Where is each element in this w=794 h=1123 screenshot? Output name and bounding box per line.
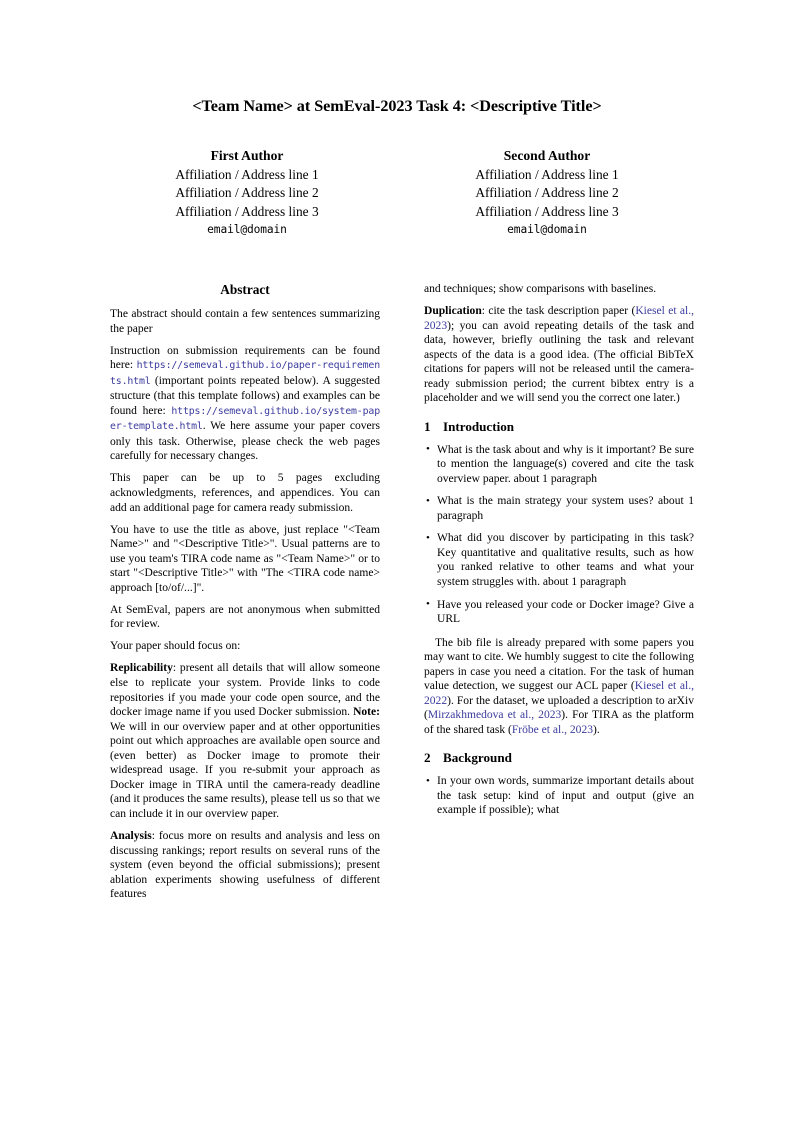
section-title: Background	[443, 750, 512, 766]
abstract-heading: Abstract	[220, 282, 270, 297]
abstract-p2-text-c: . We here assume your paper covers only this task. Otherwise, please check the web pages carefully for necessary changes.	[110, 420, 380, 463]
introduction-closing-paragraph	[424, 636, 694, 738]
abstract-paragraph-5: At SemEval, papers are not anonymous when submitted for review.	[110, 603, 380, 631]
author-affiliation-line-1: Affiliation / Address line 1	[475, 166, 619, 182]
author-block	[97, 147, 697, 240]
duplication-text-a: : cite the task description paper (	[481, 305, 636, 318]
replicability-note-label: Note:	[353, 706, 380, 719]
title-block	[97, 96, 697, 116]
author-second	[397, 147, 697, 240]
section-heading-introduction	[424, 419, 694, 435]
author-name: First Author	[210, 148, 284, 163]
replicability-paragraph	[110, 661, 380, 821]
author-affiliation-line-3: Affiliation / Address line 3	[175, 203, 319, 219]
closing-text-c: ). For TIRA as the platform of the shared task (	[424, 709, 694, 736]
abstract-p2-text-b: (important points repeated below). A suggested structure (that this template follows) and examples can be found here:	[110, 374, 380, 417]
author-first	[97, 147, 397, 240]
list-item: • In your own words, summarize important details about the task setup: kind of input and output (give an example if possible); what	[424, 774, 694, 818]
system-paper-template-link[interactable]: https://semeval.github.io/system-paper-template.html	[110, 405, 380, 433]
abstract-paragraph-4: You have to use the title as above, just replace "<Team Name>" and "<Descriptive Title>". Usual patterns are to use you team's TIRA code name as "<Team Name>" or to start "<Descriptive Title>" with "The <TIRA code name> approach [to/of/...]".	[110, 523, 380, 594]
list-item: • What is the main strategy your system uses? about 1 paragraph	[424, 494, 694, 523]
duplication-text-b: ); you can avoid repeating details of the task and data, however, briefly outlining the task and relevant aspects of the data is a good idea. (The official BibTeX citations for papers will not be released until the camera-ready submission period; the current bibtex entry is a placeholder and we will send you the correct one later.)	[424, 319, 694, 405]
author-email: email@domain	[507, 223, 587, 237]
paper-requirements-link[interactable]: https://semeval.github.io/paper-requirements.html	[110, 360, 380, 387]
section-number: 2	[424, 750, 431, 766]
analysis-continuation: and techniques; show comparisons with baselines.	[424, 283, 657, 295]
left-column	[110, 282, 380, 909]
introduction-bullet-list	[424, 443, 694, 627]
replicability-text-b: We will in our overview paper and at other opportunities point out which approaches are available open source and (even better) as Docker image to promote their widespread usage. If you re-submit your approach as Docker image in TIRA until the camera-ready deadline (and it produces the same results), please tell us so that we can include it in our overview paper.	[110, 720, 380, 820]
author-name: Second Author	[503, 148, 591, 163]
abstract-paragraph-6: Your paper should focus on:	[110, 640, 241, 653]
replicability-text-a: : present all details that will allow someone else to replicate your system. Provide links to code repositories if you made your code open source, and the docker image name if you used Docker submission.	[110, 662, 380, 719]
author-affiliation-line-1: Affiliation / Address line 1	[175, 166, 319, 182]
duplication-label: Duplication	[424, 305, 482, 318]
closing-text-d: ).	[593, 723, 600, 736]
analysis-paragraph	[110, 829, 380, 902]
abstract-paragraph-2	[110, 344, 380, 464]
abstract-p2-text-a: Instruction on submission requirements can be found here:	[110, 344, 380, 372]
section-number: 1	[424, 418, 431, 434]
author-affiliation-line-3: Affiliation / Address line 3	[475, 203, 619, 219]
analysis-text: : focus more on results and analysis and less on discussing rankings; report results on several runs of the system (even beyond the official submissions); present ablation experiments showing usefulness of different features	[110, 829, 380, 901]
closing-text-a: The bib file is already prepared with some papers you may want to cite. We humbly suggest to cite the following papers in case you need a citation. For the task of human value detection, we suggest our ACL paper (	[424, 636, 694, 693]
author-affiliation-line-2: Affiliation / Address line 2	[175, 185, 319, 201]
replicability-label: Replicability	[110, 662, 173, 675]
duplication-paragraph	[424, 304, 694, 406]
section-heading-background	[424, 750, 694, 766]
background-bullet-list	[424, 774, 694, 818]
analysis-label: Analysis	[110, 829, 152, 842]
page-title: <Team Name> at SemEval-2023 Task 4: <Descriptive Title>	[192, 97, 602, 115]
closing-text-b: ). For the dataset, we uploaded a description to arXiv (	[424, 694, 694, 722]
section-title: Introduction	[443, 418, 515, 434]
citation-mirzakhmedova-2023[interactable]: Mirzakhmedova et al., 2023	[427, 709, 562, 722]
citation-kiesel-2022[interactable]: Kiesel et al., 2022	[424, 680, 694, 707]
list-item: • Have you released your code or Docker image? Give a URL	[424, 598, 694, 627]
abstract-paragraph-3: This paper can be up to 5 pages excluding acknowledgments, references, and appendices. You can add an additional page for camera ready submission.	[110, 472, 380, 514]
right-column	[424, 282, 694, 818]
list-item: • What is the task about and why is it important? Be sure to mention the language(s) covered and cite the task overview paper. about 1 paragraph	[424, 443, 694, 487]
citation-frobe-2023[interactable]: Fröbe et al., 2023	[511, 723, 593, 736]
list-item: • What did you discover by participating in this task? Key quantitative and qualitative results, such as how you ranked relative to other teams and what your system struggles with. about 1 paragraph	[424, 531, 694, 589]
abstract-paragraph-1: The abstract should contain a few sentences summarizing the paper	[110, 307, 380, 335]
citation-kiesel-2023[interactable]: Kiesel et al., 2023	[424, 305, 694, 332]
author-email: email@domain	[207, 223, 287, 237]
author-affiliation-line-2: Affiliation / Address line 2	[475, 185, 619, 201]
